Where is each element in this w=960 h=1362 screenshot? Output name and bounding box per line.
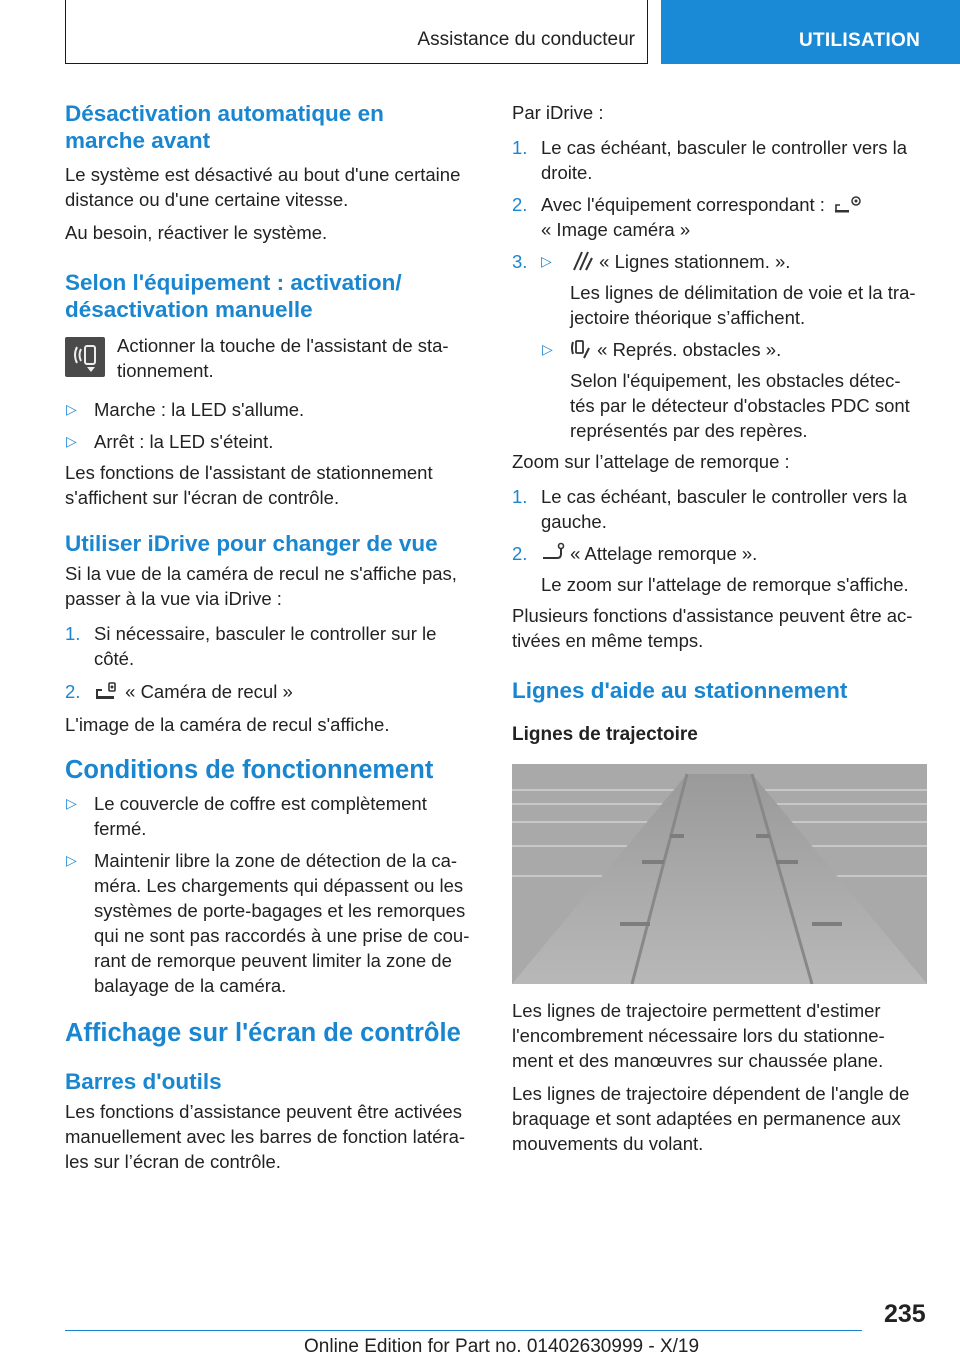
step-trailer-desc: Le zoom sur l'attelage de remorque s'affiche. (541, 574, 909, 595)
heading-auto-deactivation: Désactivation automatique en marche avant (65, 101, 384, 153)
condition-detection-zone: Maintenir libre la zone de détection de la ca- méra. Les chargements qui dépassent ou les systèmes de porte-bagages et les remorques qui ne sont pas raccordés à une prise de cou- rant de remorque peuvent limiter la zone de balayage de la caméra. (94, 850, 470, 996)
trajectory-lines-illustration (512, 764, 927, 984)
para-idrive-view: Si la vue de la caméra de recul ne s'affiche pas, passer à la vue via iDrive : (65, 563, 457, 609)
para-via-idrive: Par iDrive : (512, 102, 604, 123)
step-number: 2. (512, 543, 528, 564)
step-number: 1. (512, 137, 528, 158)
heading-idrive-view: Utiliser iDrive pour changer de vue (65, 531, 438, 556)
obstacle-marker-icon (570, 338, 592, 360)
camera-settings-icon (830, 193, 864, 215)
heading-operating-conditions: Conditions de fonctionnement (65, 756, 434, 784)
heading-toolbars: Barres d'outils (65, 1069, 222, 1094)
page-number: 235 (884, 1300, 926, 1328)
para-camera-image: L'image de la caméra de recul s'affiche. (65, 714, 390, 735)
step-number: 1. (512, 486, 528, 507)
park-assist-button-icon (65, 337, 105, 377)
list-item (65, 397, 480, 422)
step-controller-left: Le cas échéant, basculer le controller vers la gauche. (541, 486, 908, 532)
step-obstacles-desc: Selon l'équipement, les obstacles détec- tés par le détecteur d'obstacles PDC sont représentés par des repères. (570, 370, 910, 441)
triangle-bullet-icon: ▷ (66, 433, 77, 449)
right-column (512, 100, 927, 1156)
para-toolbars: Les fonctions d’assistance peuvent être activées manuellement avec les barres de fonction latéra- les sur l’écran de contrôle. (65, 1101, 466, 1172)
triangle-bullet-icon: ▷ (66, 795, 77, 811)
step-number: 2. (512, 194, 528, 215)
para-functions-displayed: Les fonctions de l'assistant de stationnement s'affichent sur l'écran de contrôle. (65, 462, 433, 508)
triangle-bullet-icon: ▷ (66, 401, 77, 417)
para-multiple-functions: Plusieurs fonctions d'assistance peuvent être ac- tivées en même temps. (512, 605, 913, 651)
para-trajectory-purpose: Les lignes de trajectoire permettent d'estimer l'encombrement nécessaire lors du stationne- ment et des manœuvres sur chaussée plane. (512, 1000, 885, 1071)
step-obstacles: « Représ. obstacles ». (597, 339, 782, 360)
left-column (65, 100, 480, 1174)
para-reactivate: Au besoin, réactiver le système. (65, 222, 328, 243)
triangle-bullet-icon: ▷ (542, 341, 553, 357)
triangle-bullet-icon: ▷ (541, 253, 552, 269)
rear-camera-icon (94, 680, 120, 702)
triangle-bullet-icon: ▷ (66, 852, 77, 868)
list-item (512, 541, 927, 566)
condition-trunk-closed: Le couvercle de coffre est complètement fermé. (94, 793, 427, 839)
list-item (512, 337, 927, 362)
para-auto-deactivation: Le système est désactivé au bout d'une certaine distance ou d'une certaine vitesse. (65, 164, 461, 210)
header-section-title: Assistance du conducteur (417, 29, 635, 50)
trailer-hitch-icon (541, 542, 565, 564)
list-item (65, 791, 480, 841)
footer-divider (65, 1330, 862, 1331)
bullet-led-off: Arrêt : la LED s'éteint. (94, 431, 274, 452)
step-number: 2. (65, 681, 81, 702)
list-item (65, 679, 480, 704)
list-item (65, 621, 480, 671)
step-number: 3. (512, 251, 528, 272)
heading-trajectory-lines: Lignes de trajectoire (512, 724, 698, 745)
heading-parking-lines: Lignes d'aide au stationnement (512, 678, 848, 703)
header-section-box (65, 0, 648, 64)
step-equipment: Avec l'équipement correspondant : (541, 194, 825, 215)
footer-edition: Online Edition for Part no. 01402630999 - X/19 (304, 1336, 700, 1357)
para-trajectory-steering: Les lignes de trajectoire dépendent de l'angle de braquage et sont adaptées en permanence aux mouvements du volant. (512, 1083, 910, 1154)
list-item (512, 135, 927, 185)
step-side: Si nécessaire, basculer le controller sur le côté. (94, 623, 437, 669)
pdc-button-instruction (65, 333, 480, 383)
header-chapter-title: UTILISATION (799, 30, 921, 51)
list-item (512, 192, 927, 242)
bullet-led-on: Marche : la LED s'allume. (94, 399, 305, 420)
heading-control-display: Affichage sur l'écran de contrôle (65, 1019, 461, 1047)
step-controller-right: Le cas échéant, basculer le controller vers la droite. (541, 137, 908, 183)
heading-manual-activation: Selon l'équipement : activation/ désactivation manuelle (65, 270, 402, 322)
list-item (65, 848, 480, 998)
para-trailer-zoom: Zoom sur l’attelage de remorque : (512, 451, 790, 472)
header-chapter-tab (661, 0, 960, 64)
parking-lines-icon (570, 250, 594, 272)
step-number: 1. (65, 623, 81, 644)
pdc-instruction-text: Actionner la touche de l'assistant de sta- tionnement. (117, 335, 449, 381)
step-rear-camera: « Caméra de recul » (125, 681, 293, 702)
list-item (512, 249, 927, 274)
step-parking-lines-desc: Les lignes de délimitation de voie et la tra- jectoire théorique s’affichent. (570, 282, 916, 328)
step-trailer-hitch: « Attelage remorque ». (570, 543, 758, 564)
step-camera-image: « Image caméra » (541, 219, 691, 240)
list-item (512, 484, 927, 534)
list-item (65, 429, 480, 454)
step-parking-lines: « Lignes stationnem. ». (599, 251, 791, 272)
